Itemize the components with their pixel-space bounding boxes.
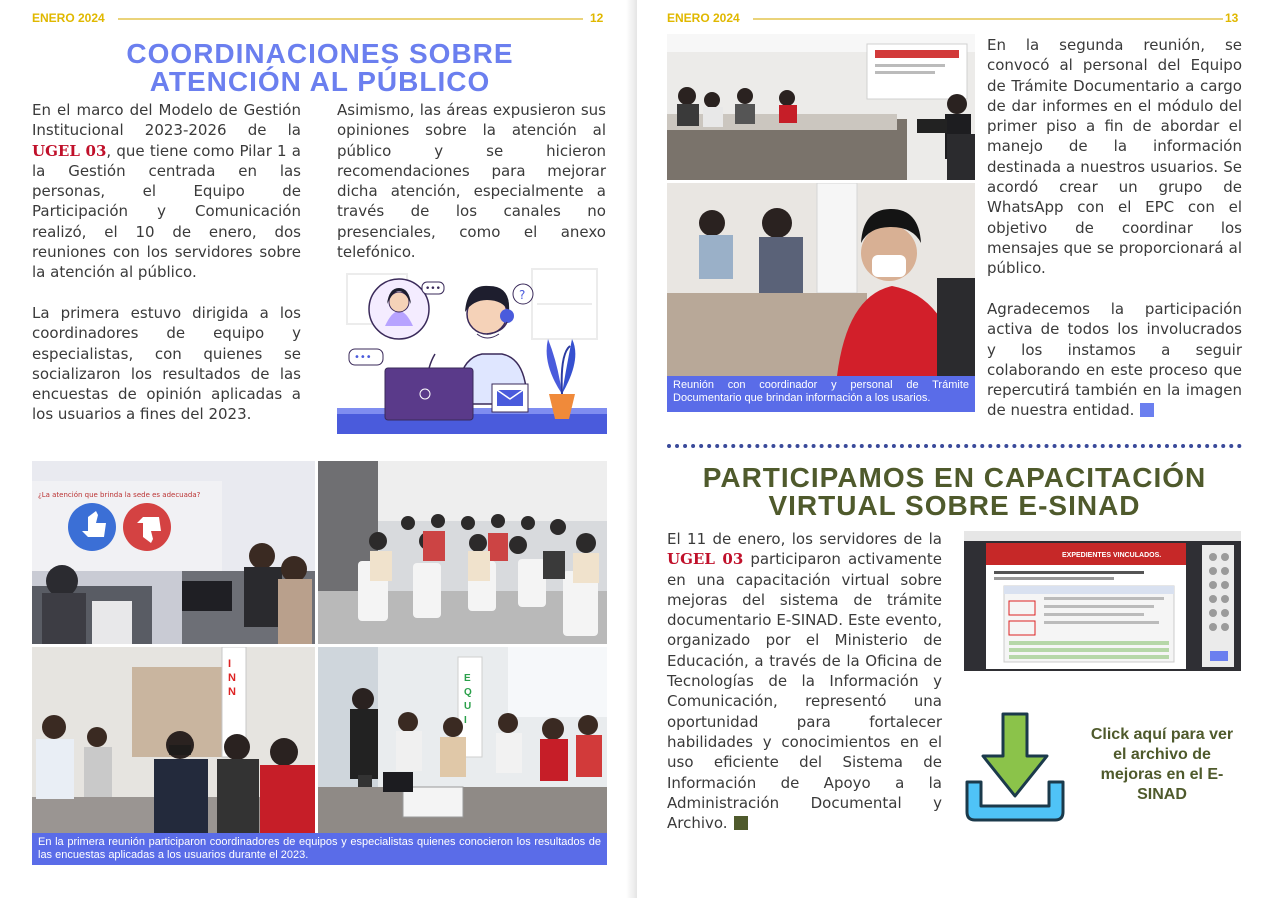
page-fold-shadow [626, 0, 637, 898]
section-divider [667, 444, 1242, 448]
photo-meeting-room [667, 34, 975, 180]
call-center-illustration [337, 264, 607, 434]
training-text-end: participaron activamente en una capacitación virtual sobre mejoras del sistema de trámite documentario E-SINAD. Este evento, organizado por el Ministerio de Educación, a través de la Oficina de Tecnologías de la Información y Comunicación, representó una oportunidad para fortalecer habilidades y conocimientos en el uso eficiente del Sistema de Información de Apoyo a la Administración Documental y Archivo. [667, 550, 942, 833]
first-meeting-paragraph: La primera estuvo dirigida a los coordinadores de equipo y especialistas, con quienes se socializaron los resultados de las encuestas de opinión aplicadas a los usuarios a fines del 2023. [32, 304, 301, 424]
intro-paragraph [32, 100, 301, 283]
svg-text:N: N [228, 686, 236, 698]
article-title-line2: ATENCIÓN AL PÚBLICO [149, 66, 491, 97]
thanks-text: Agradecemos la participación activa de todos los involucrados y los instamos a seguir colaborando en este proceso que repercutirá también en la imagen de nuestra entidad. [987, 300, 1242, 420]
download-icon[interactable] [963, 710, 1067, 822]
page-number: 12 [590, 11, 604, 25]
photo-presentation-survey [32, 461, 315, 644]
header-rule [118, 18, 583, 20]
esinad-screen-capture [964, 531, 1241, 671]
right-page [637, 0, 1274, 898]
training-text-start: El 11 de enero, los servidores de la [667, 530, 942, 548]
photo-coordinators-seated [32, 647, 315, 833]
photo-grid-caption: En la primera reunión participaron coordinadores de equipos y especialistas quienes conocieron los resultados de las encuestas aplicadas a los usuarios durante el 2023. [32, 833, 607, 865]
section2-title [657, 464, 1252, 520]
download-link[interactable]: Click aquí para ver el archivo de mejoras en el E-SINAD [1090, 726, 1234, 803]
second-meeting-paragraph: En la segunda reunión, se convocó al personal del Equipo de Trámite Documentario a cargo de dar informes en el módulo del primer piso a fin de abordar el manejo de la información destinada a nuestros usuarios. Se acordó crear un grupo de WhatsApp con el EPC con el objetivo de coordinar los mensajes que se proporcionará al público. [987, 36, 1242, 278]
svg-text:¿La atención que brinda la sed: ¿La atención que brinda la sede es adecuada? [38, 491, 201, 499]
header-rule [753, 18, 1223, 20]
svg-text:I: I [228, 658, 232, 670]
section2-title-line1: PARTICIPAMOS EN CAPACITACIÓN [702, 462, 1207, 493]
svg-text:N: N [228, 672, 236, 684]
section2-title-line2: VIRTUAL SOBRE E-SINAD [768, 490, 1141, 521]
svg-text:?: ? [519, 288, 526, 302]
thanks-paragraph [987, 299, 1242, 421]
svg-text:•••: ••• [425, 284, 441, 294]
intro-text-end: , que tiene como Pilar 1 a la Gestión centrada en las personas, el Equipo de Participación y Comunicación realizó, el 10 de enero, dos reuniones con los servidores sobre la atención al público. [32, 141, 301, 282]
article-title [30, 40, 610, 96]
article-title-line1: COORDINACIONES SOBRE [126, 38, 514, 69]
photo-speaker-projector [318, 647, 607, 833]
end-mark-icon [1140, 403, 1154, 417]
svg-text:U: U [464, 701, 472, 712]
photo-caption-procedures: Reunión con coordinador y personal de Trámite Documentario que brindan información a los usarios. [667, 376, 975, 412]
photo-procedures-staff [667, 183, 975, 376]
header-date: ENERO 2024 [32, 11, 105, 25]
opinions-paragraph: Asimismo, las áreas expusieron sus opiniones sobre la atención al público y se hicieron recomendaciones para mejorar dicha atención, especialmente a través de los canales no presenciales, como el anexo telefónico. [337, 101, 606, 262]
svg-text:I: I [464, 715, 467, 726]
org-name: UGEL 03 [667, 550, 744, 569]
photo-audience-chairs [318, 461, 607, 644]
page-number: 13 [1225, 11, 1239, 25]
svg-text:•••: ••• [354, 352, 372, 363]
org-name: UGEL 03 [32, 141, 107, 160]
esinad-screen-heading: EXPEDIENTES VINCULADOS. [1062, 552, 1162, 559]
training-paragraph [667, 529, 942, 833]
intro-text-start: En el marco del Modelo de Gestión Institucional 2023-2026 de la [32, 101, 301, 140]
svg-text:E: E [464, 673, 471, 684]
end-mark-icon [734, 816, 748, 830]
svg-text:Q: Q [464, 687, 472, 698]
header-date: ENERO 2024 [667, 11, 740, 25]
